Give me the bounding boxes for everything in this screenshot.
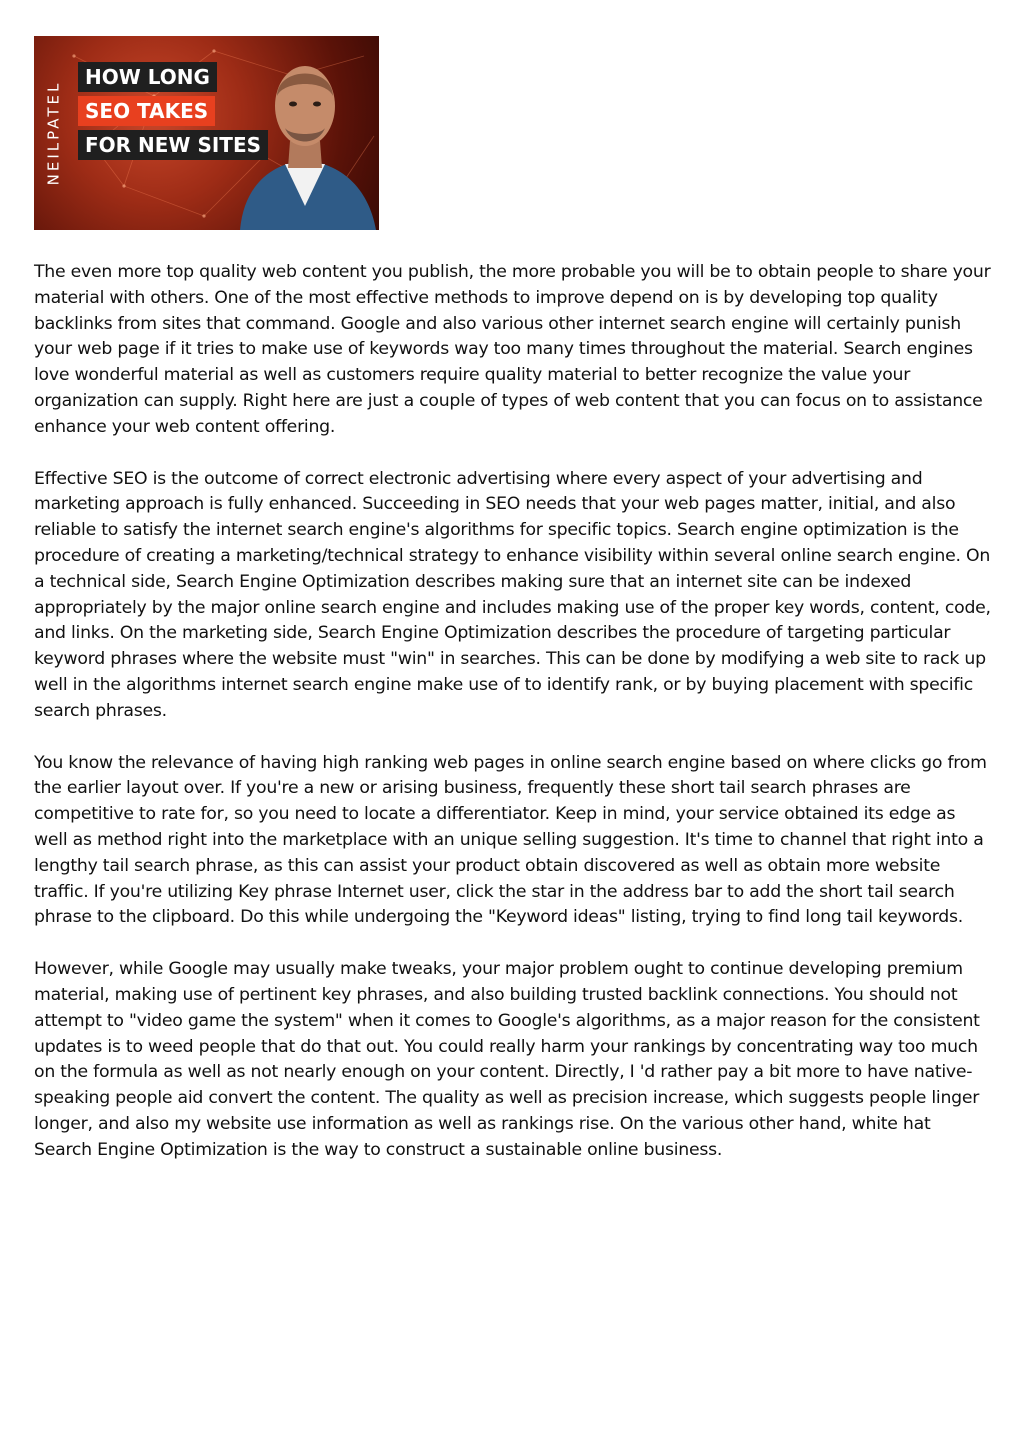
paragraph-2: Effective SEO is the outcome of correct electronic advertising where every aspect of your advertising and marketing approach is fully enhanced. Succeeding in SEO needs that your web pages matter, initial, and also reliable to satisfy the internet search engine's algorithms for specific topics. Search engine optimization is the procedure of creating a marketing/technical strategy to enhance visibility within several online search engine. On a technical side, Search Engine Optimization describes making sure that an internet site can be indexed appropriately by the major online search engine and includes making use of the proper key words, content, code, and links. On the marketing side, Search Engine Optimization describes the procedure of targeting particular keyword phrases where the website must "win" in searches. This can be done by modifying a web site to rack up well in the algorithms internet search engine make use of to identify rank, or by buying placement with specific search phrases. xyxy=(34,468,991,721)
brand-name: NEILPATEL xyxy=(44,80,63,186)
paragraph-4: However, while Google may usually make tweaks, your major problem ought to continue developing premium material, making use of pertinent key phrases, and also building trusted backlink connections. You should not attempt to "video game the system" when it comes to Google's algorithms, as a major reason for the consistent updates is to weed people that do that out. You could really harm your rankings by concentrating way too much on the formula as well as not nearly enough on your content. Directly, I 'd rather pay a bit more to have native-speaking people aid convert the content. The quality as well as precision increase, which suggests people linger longer, and also my website use information as well as rankings rise. On the various other hand, white hat Search Engine Optimization is the way to construct a sustainable online business. xyxy=(34,959,980,1160)
paragraph-3: You know the relevance of having high ranking web pages in online search engine based on where clicks go from the earlier layout over. If you're a new or arising business, frequently these short tail search phrases are competitive to rate for, so you need to locate a differentiator. Keep in mind, your service obtained its edge as well as method right into the marketplace with an unique selling suggestion. It's time to channel that right into a lengthy tail search phrase, as this can assist your product obtain discovered as well as obtain more website traffic. If you're utilizing Key phrase Internet user, click the star in the address bar to add the short tail search phrase to the clipboard. Do this while undergoing the "Keyword ideas" listing, trying to find long tail keywords. xyxy=(34,752,987,928)
headline-line-2: SEO TAKES xyxy=(78,96,215,126)
thumbnail-headline xyxy=(78,62,268,164)
article-body xyxy=(34,260,992,1190)
headline-line-1: HOW LONG xyxy=(78,62,217,92)
brand-vertical-logo xyxy=(34,36,72,230)
paragraph-1: The even more top quality web content you publish, the more probable you will be to obtain people to share your material with others. One of the most effective methods to improve depend on is by developing top quality backlinks from sites that command. Google and also various other internet search engine will certainly punish your web page if it tries to make use of keywords way too many times throughout the material. Search engines love wonderful material as well as customers require quality material to better recognize the value your organization can supply. Right here are just a couple of types of web content that you can focus on to assistance enhance your web content offering. xyxy=(34,262,991,437)
video-thumbnail[interactable] xyxy=(34,36,379,230)
headline-line-3: FOR NEW SITES xyxy=(78,130,268,160)
